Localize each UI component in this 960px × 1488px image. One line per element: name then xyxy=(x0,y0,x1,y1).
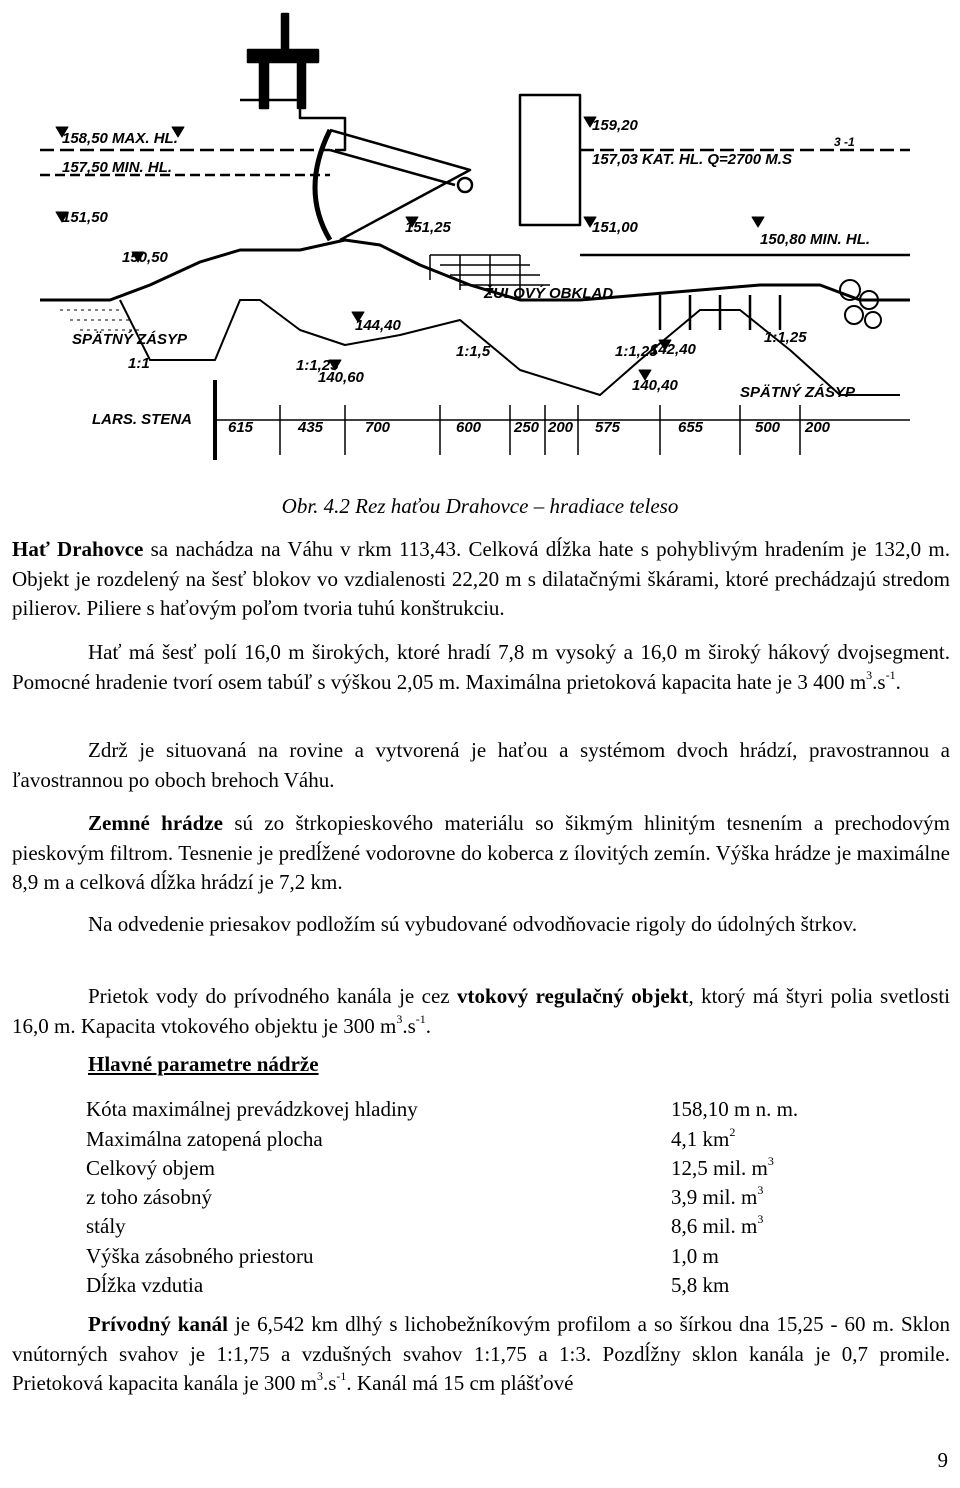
label-15150: 151,50 xyxy=(62,209,108,226)
param-value-text: 12,5 mil. m xyxy=(671,1155,768,1180)
para2-sup2: -1 xyxy=(885,667,896,682)
param-label: Celkový objem xyxy=(86,1155,215,1180)
param-label: Maximálna zatopená plocha xyxy=(86,1126,323,1151)
label-ratio-11: 1:1 xyxy=(128,355,150,372)
param-value-sup: 2 xyxy=(729,1124,736,1139)
dim-575: 575 xyxy=(595,419,621,436)
paragraph-drainage xyxy=(12,910,950,940)
param-value-sup: 3 xyxy=(757,1183,764,1198)
param-value-sup: 3 xyxy=(757,1212,764,1227)
label-min-hl: 157,50 MIN. HL. xyxy=(62,159,173,176)
label-spatny-zasyp-left: SPÄTNÝ ZÁSYP xyxy=(72,331,188,348)
param-value-text: 3,9 mil. m xyxy=(671,1185,758,1210)
label-zulovy-obklad: ŽULOVÝ OBKLAD xyxy=(484,285,614,302)
figure-caption: Obr. 4.2 Rez haťou Drahovce – hradiace teleso xyxy=(281,494,679,518)
label-15050: 150,50 xyxy=(122,249,168,266)
param-value-text: 5,8 km xyxy=(671,1273,730,1298)
label-15100: 151,00 xyxy=(592,219,638,236)
dim-250: 250 xyxy=(514,419,540,436)
paragraph-reservoir xyxy=(12,736,950,795)
param-label: stály xyxy=(86,1214,126,1239)
label-ratio-125a: 1:1,25 xyxy=(296,357,339,374)
dim-655: 655 xyxy=(678,419,704,436)
dim-700: 700 xyxy=(365,419,391,436)
label-14060: 140,60 xyxy=(318,369,364,386)
para6-sup1: 3 xyxy=(396,1011,403,1026)
label-ratio-125c: 1:1,25 xyxy=(764,329,807,346)
label-14040: 140,40 xyxy=(632,377,678,394)
bed-profile xyxy=(40,240,910,300)
paragraph-dam-intro xyxy=(12,535,950,624)
param-label: Výška zásobného priestoru xyxy=(86,1243,314,1268)
pier-outline xyxy=(240,100,345,150)
paragraph-canal xyxy=(12,1310,950,1399)
para4-bold: Zemné hrádze xyxy=(88,811,223,835)
label-min-hl-right: 150,80 MIN. HL. xyxy=(760,231,871,248)
label-14240: 142,40 xyxy=(650,341,696,358)
table-row xyxy=(86,1181,798,1210)
label-max-hl: 158,50 MAX. HL. xyxy=(62,130,178,147)
param-value-text: 4,1 km xyxy=(671,1126,730,1151)
para1-text: sa nachádza na Váhu v rkm 113,43. Celková dĺžka hate s pohyblivým hradením je 132,0 m. Objekt je rozdelený na šesť blokov vo vzdialenosti 22,20 m s dilatačnými škárami, ktoré prechádzajú stredom pilierov. Piliere s haťovým poľom tvoria tuhú konštrukciu. xyxy=(12,537,950,620)
para2-sup1: 3 xyxy=(866,667,873,682)
dim-615: 615 xyxy=(228,419,254,436)
table-row xyxy=(86,1210,798,1239)
para6-end: . xyxy=(425,1013,432,1038)
para1-bold: Hať Drahovce xyxy=(12,537,144,561)
dam-cross-section-svg xyxy=(0,0,960,480)
gate-segment-arc xyxy=(315,130,330,240)
label-15920: 159,20 xyxy=(592,117,638,134)
apron-piles xyxy=(660,295,780,330)
para2-mid: .s xyxy=(872,669,886,694)
param-label: z toho zásobný xyxy=(86,1185,212,1210)
param-label: Dĺžka vzdutia xyxy=(86,1273,204,1298)
param-value-text: 8,6 mil. m xyxy=(671,1214,758,1239)
paragraph-dikes xyxy=(12,809,950,898)
para2-end: . xyxy=(895,669,901,694)
param-value xyxy=(671,1181,798,1210)
table-row xyxy=(86,1239,798,1268)
param-label: Kóta maximálnej prevádzkovej hladiny xyxy=(86,1097,418,1122)
pier-right-block xyxy=(520,95,580,225)
params-heading: Hlavné parametre nádrže xyxy=(88,1052,319,1076)
para6-sup2: -1 xyxy=(415,1011,426,1026)
label-15125: 151,25 xyxy=(405,219,451,236)
label-kat-sup: 3 -1 xyxy=(834,135,855,149)
param-value xyxy=(671,1269,798,1298)
table-row xyxy=(86,1122,798,1151)
gate-pivot xyxy=(458,178,472,192)
label-spatny-zasyp-right: SPÄTNÝ ZÁSYP xyxy=(740,384,856,401)
para6-pre: Prietok vody do prívodného kanála je cez xyxy=(88,984,458,1008)
pier-mast xyxy=(282,14,288,52)
label-14440: 144,40 xyxy=(355,317,401,334)
param-value-text: 1,0 m xyxy=(671,1243,719,1268)
dam-cross-section-figure xyxy=(0,0,960,480)
param-value xyxy=(671,1122,798,1151)
para7-end: . Kanál má 15 cm plášťové xyxy=(346,1371,574,1395)
dim-600: 600 xyxy=(456,419,482,436)
table-row xyxy=(86,1093,798,1122)
para5-text: Na odvedenie priesakov podložím sú vybudované odvodňovacie rigoly do údolných štrkov. xyxy=(88,912,858,936)
label-ratio-115: 1:1,5 xyxy=(456,343,491,360)
label-lars-stena: LARS. STENA xyxy=(92,411,193,428)
para3-text: Zdrž je situovaná na rovine a vytvorená je haťou a systémom dvoch hrádzí, pravostrannou a ľavostrannou po oboch brehoch Váhu. xyxy=(12,738,950,792)
para4-text: sú zo štrkopieskového materiálu so šikmým hlinitým tesnením a prechodovým pieskovým filtrom. Tesnenie je predĺžené vodorovne do koberca z ílovitých zemín. Výška hrádze je maximálne 8,9 m a celková dĺžka hrádzí je 7,2 km. xyxy=(12,811,950,894)
table-row xyxy=(86,1152,798,1181)
param-value-text: 158,10 m n. m. xyxy=(671,1097,799,1122)
dim-200b: 200 xyxy=(805,419,831,436)
label-kat-hl: 157,03 KAT. HL. Q=2700 M.S xyxy=(592,151,792,168)
dim-200a: 200 xyxy=(548,419,574,436)
param-value xyxy=(671,1210,798,1239)
param-value xyxy=(671,1152,798,1181)
dim-435: 435 xyxy=(298,419,324,436)
para7-sup2: -1 xyxy=(336,1369,347,1383)
paragraph-fields xyxy=(12,638,950,697)
para2-text: Hať má šesť polí 16,0 m širokých, ktoré hradí 7,8 m vysoký a 16,0 m široký hákový dvojsegment. Pomocné hradenie tvorí osem tabúľ s výškou 2,05 m. Maximálna prietoková kapacita hate je 3 400 m xyxy=(12,640,950,694)
param-value xyxy=(671,1093,798,1122)
foundation-profile xyxy=(120,300,900,395)
para6-text: , ktorý má štyri polia svetlosti 16,0 m. Kapacita vtokového objektu je 300 m xyxy=(12,984,950,1038)
label-ratio-125b: 1:1,25 xyxy=(615,343,658,360)
params-table xyxy=(86,1093,798,1298)
para6-mid: .s xyxy=(402,1013,416,1038)
gate-arm-2 xyxy=(330,150,455,185)
para7-mid: .s xyxy=(322,1371,337,1395)
riprap-stones xyxy=(840,280,881,328)
backfill-left-hatch xyxy=(60,310,140,330)
param-value-sup: 3 xyxy=(767,1153,774,1168)
param-value xyxy=(671,1239,798,1268)
dim-500: 500 xyxy=(755,419,781,436)
para6-bold: vtokový regulačný objekt xyxy=(457,984,689,1008)
para7-bold: Prívodný kanál xyxy=(88,1312,228,1336)
table-row xyxy=(86,1269,798,1298)
paragraph-intake xyxy=(12,982,950,1041)
para7-sup1: 3 xyxy=(316,1369,323,1383)
page-number: 9 xyxy=(937,1448,948,1472)
para7-text: je 6,542 km dlhý s lichobežníkovým profilom a so šírkou dna 15,25 - 60 m. Sklon vnútorných svahov je 1:1,75 a vzdušných svahov 1:1,75 a 1:3. Pozdĺžny sklon kanála je 0,7 promile. Prietoková kapacita kanála je 300 m xyxy=(12,1312,950,1395)
